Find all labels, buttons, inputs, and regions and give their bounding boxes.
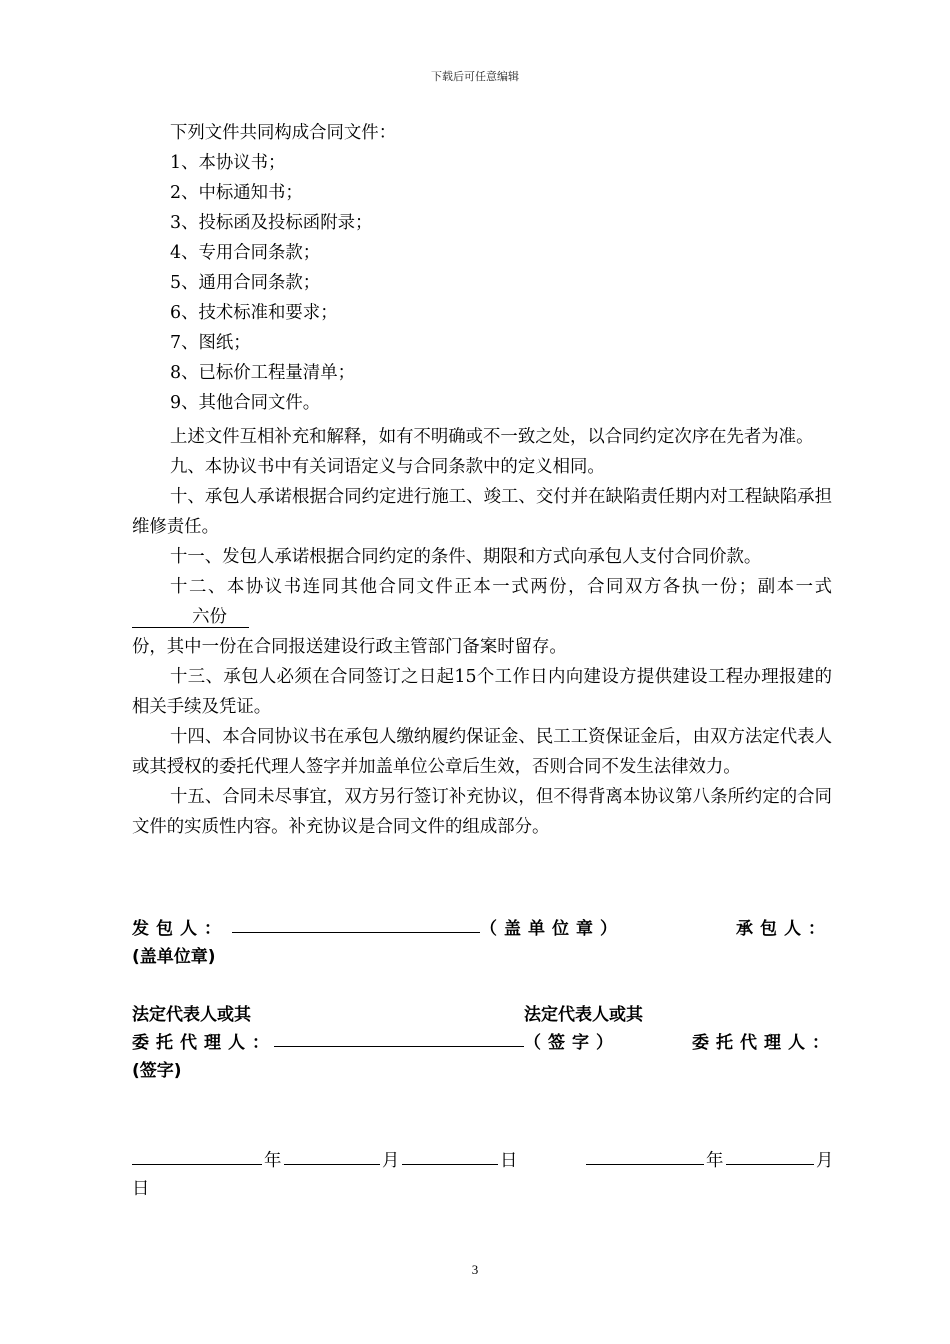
order-note: 上述文件互相补充和解释，如有不明确或不一致之处，以合同约定次序在先者为准。 — [170, 427, 814, 447]
contractor-agent-label: 委托代理人： — [692, 1033, 836, 1053]
employer-row — [132, 914, 832, 942]
page-number: 3 — [471, 1262, 479, 1277]
date-block — [132, 1146, 832, 1202]
document-item: 5、通用合同条款； — [170, 273, 321, 293]
contract-body — [132, 118, 832, 842]
clause-12-cont: 份，其中一份在合同报送建设行政主管部门备案时留存。 — [132, 637, 567, 657]
documents-intro: 下列文件共同构成合同文件： — [170, 123, 397, 143]
document-item: 2、中标通知书； — [170, 183, 303, 203]
document-item: 3、投标函及投标函附录； — [170, 213, 373, 233]
copies-blank — [132, 607, 249, 628]
clause-13: 十三、承包人必须在合同签订之日起15个工作日内向建设方提供建设工程办理报建的相关手续及凭证。 — [132, 667, 832, 717]
document-item: 7、图纸； — [170, 333, 251, 353]
copies-value: 六份 — [192, 607, 227, 627]
contractor-day-label: 日 — [132, 1179, 150, 1199]
contractor-label: 承包人： — [736, 919, 832, 939]
contractor-sign-note: (签字) — [132, 1061, 182, 1081]
clause-12 — [132, 572, 832, 632]
date-row — [132, 1146, 832, 1174]
contractor-seal-note: (盖单位章) — [132, 947, 216, 967]
clause-11: 十一、发包人承诺根据合同约定的条件、期限和方式向承包人支付合同价款。 — [170, 547, 762, 567]
clause-9: 九、本协议书中有关词语定义与合同条款中的定义相同。 — [170, 457, 605, 477]
employer-agent-label: 委托代理人： — [132, 1033, 276, 1053]
contractor-year-label: 年 — [706, 1151, 724, 1171]
document-item: 6、技术标准和要求； — [170, 303, 338, 323]
document-item: 9、其他合同文件。 — [170, 393, 321, 413]
contractor-sign-row — [132, 1056, 832, 1084]
signature-block — [132, 914, 832, 970]
rep-row — [132, 1000, 832, 1028]
document-item: 4、专用合同条款； — [170, 243, 321, 263]
document-item: 1、本协议书； — [170, 153, 286, 173]
contractor-seal-row — [132, 942, 832, 970]
employer-year-label: 年 — [264, 1151, 282, 1171]
clause-10: 十、承包人承诺根据合同约定进行施工、竣工、交付并在缺陷责任期内对工程缺陷承担维修责任。 — [132, 487, 832, 537]
header-note: 下载后可任意编辑 — [431, 70, 519, 83]
employer-rep-label: 法定代表人或其 — [132, 1005, 251, 1025]
contractor-rep-label: 法定代表人或其 — [524, 1005, 643, 1025]
employer-sign-note: （签字） — [524, 1033, 620, 1053]
contractor-month-label: 月 — [816, 1151, 834, 1171]
employer-seal-note: （盖单位章） — [480, 919, 624, 939]
employer-label: 发包人： — [132, 919, 228, 939]
date-row-wrap — [132, 1174, 832, 1202]
employer-day-label: 日 — [500, 1151, 518, 1171]
clause-15: 十五、合同未尽事宜，双方另行签订补充协议，但不得背离本协议第八条所约定的合同文件的实质性内容。补充协议是合同文件的组成部分。 — [132, 787, 832, 837]
clause-12-text: 十二、本协议书连同其他合同文件正本一式两份，合同双方各执一份；副本一式 — [170, 577, 832, 597]
agent-row — [132, 1028, 836, 1056]
employer-month-label: 月 — [382, 1151, 400, 1171]
clause-14: 十四、本合同协议书在承包人缴纳履约保证金、民工工资保证金后，由双方法定代表人或其授权的委托代理人签字并加盖单位公章后生效，否则合同不发生法律效力。 — [132, 727, 832, 777]
document-item: 8、已标价工程量清单； — [170, 363, 355, 383]
representative-block — [132, 1000, 836, 1084]
